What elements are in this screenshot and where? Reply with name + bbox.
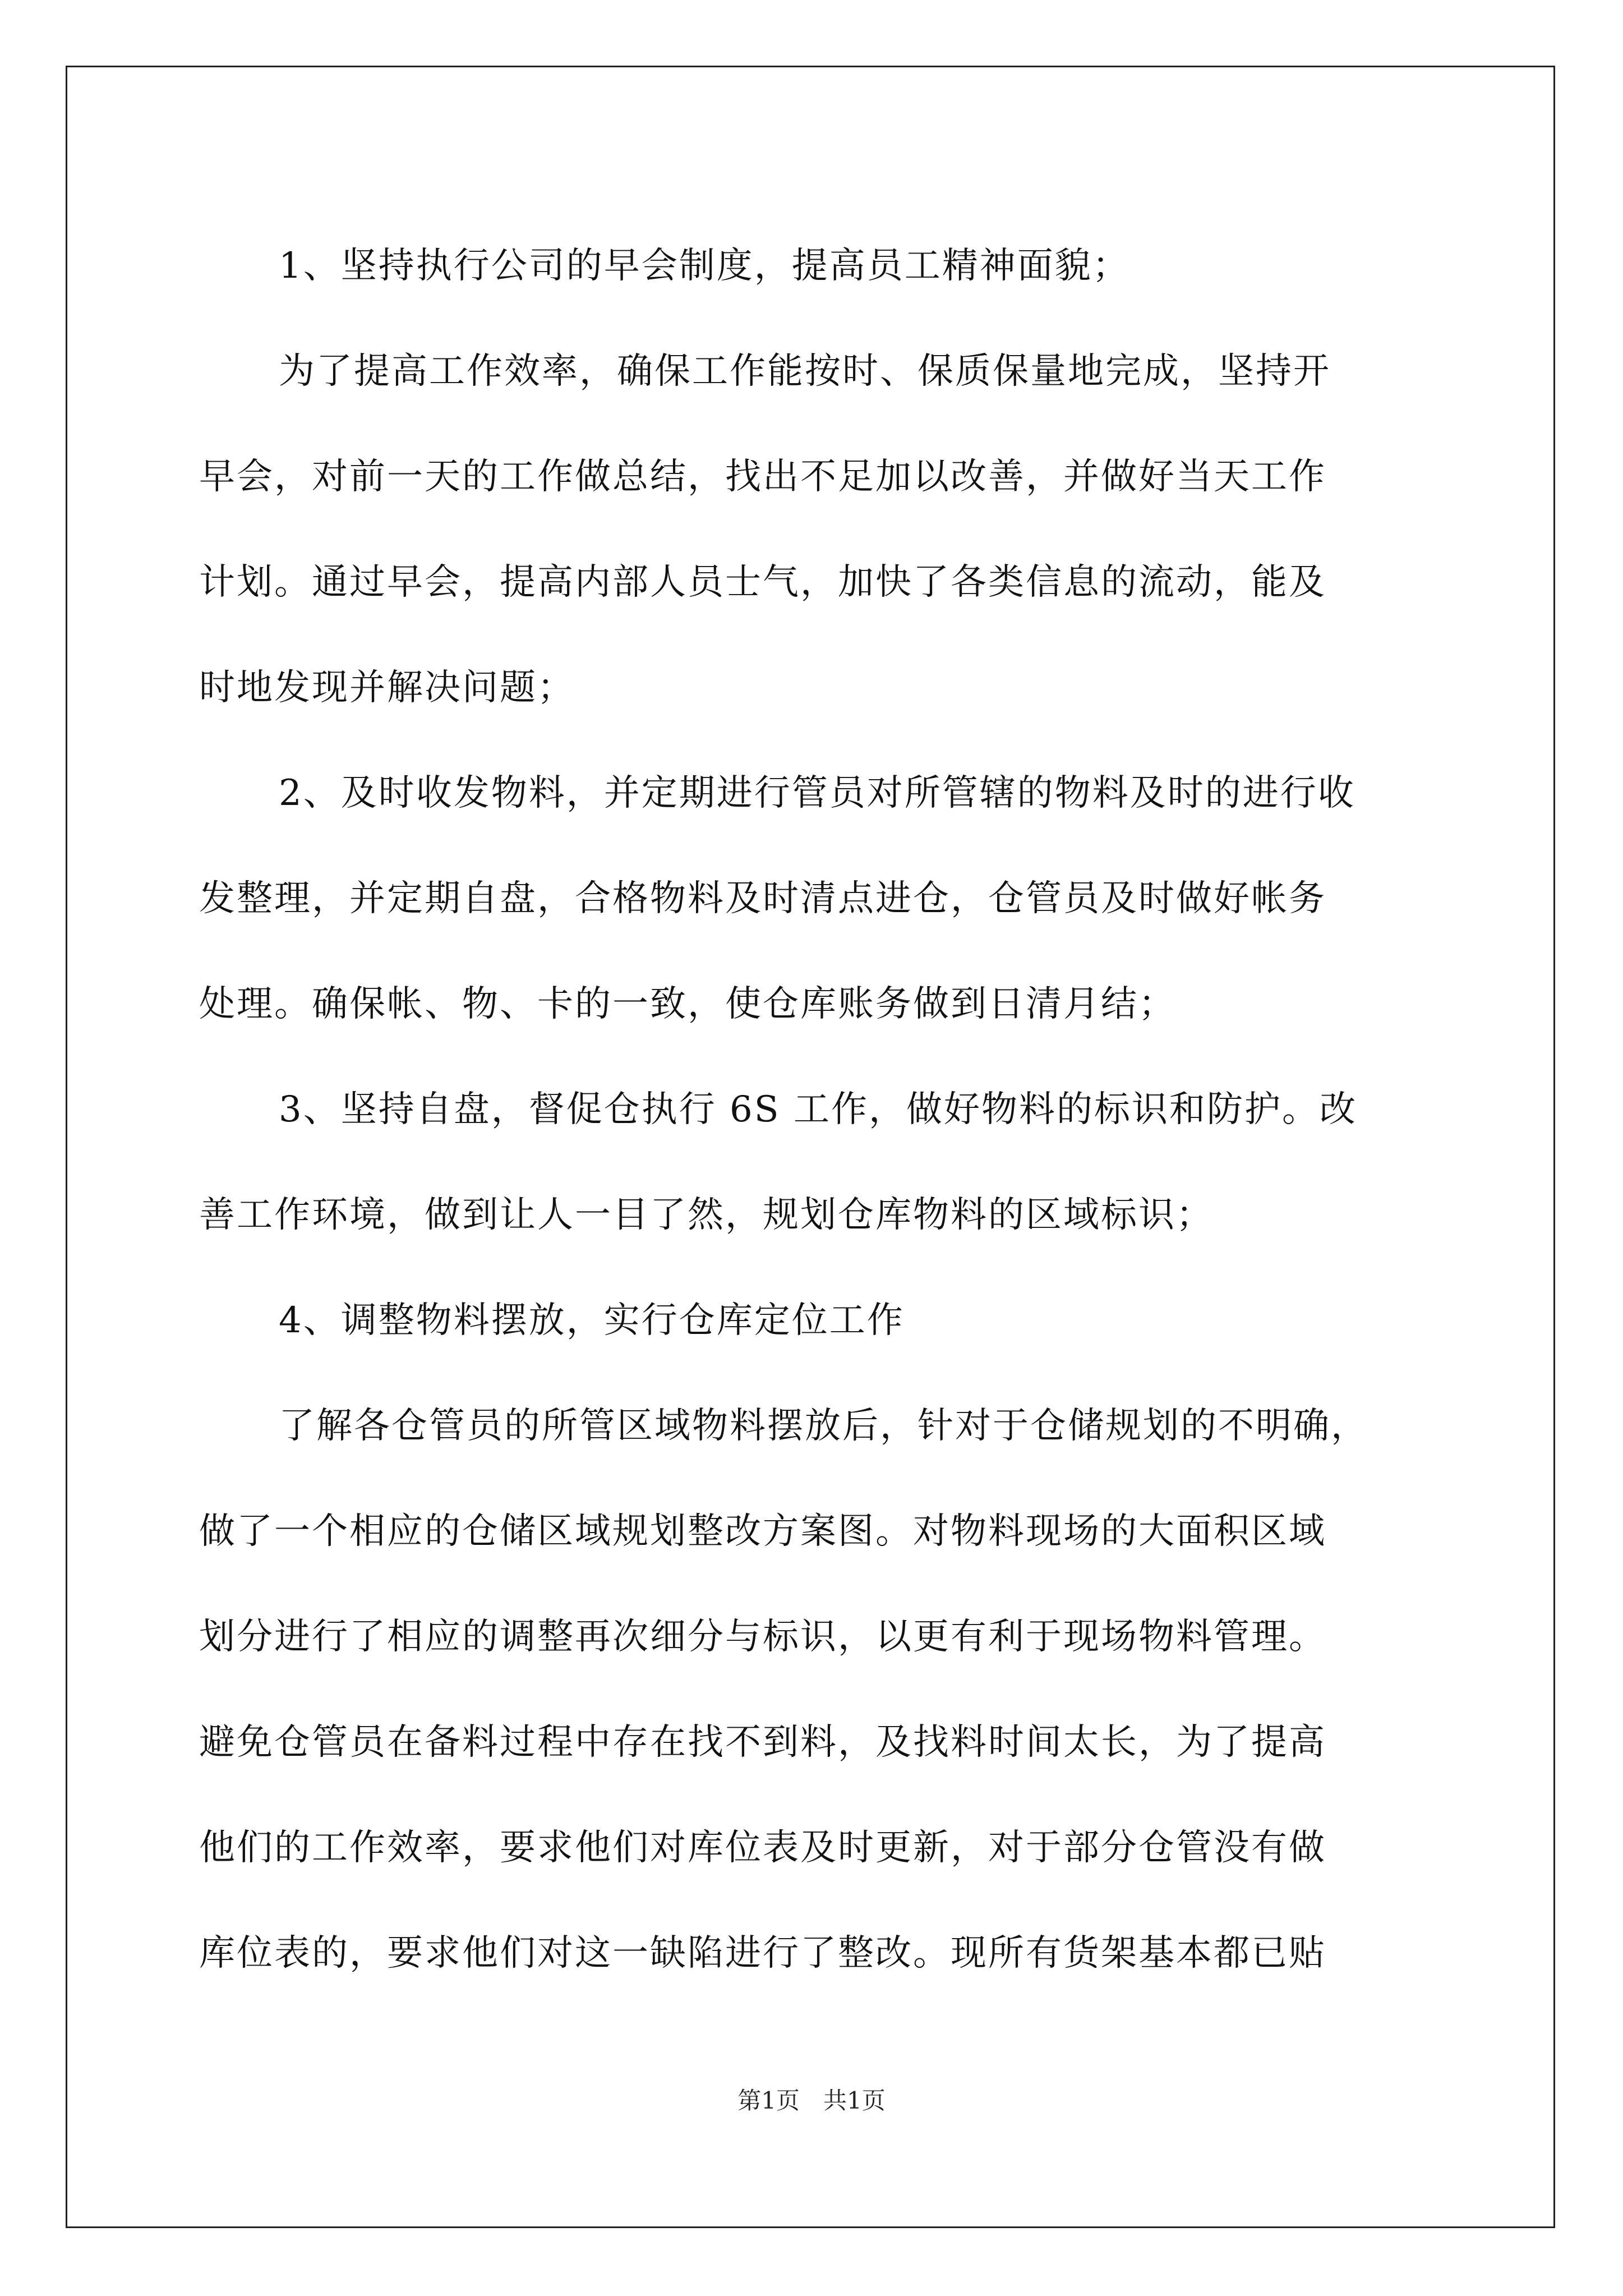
text-line: 划分进行了相应的调整再次细分与标识，以更有利于现场物料管理。 [199, 1616, 1326, 1658]
page-footer: 第1页 共1页 [737, 2087, 886, 2114]
text-line: 早会，对前一天的工作做总结，找出不足加以改善，并做好当天工作 [199, 456, 1326, 498]
text-line: 善工作环境，做到让人一目了然，规划仓库物料的区域标识； [199, 1194, 1214, 1236]
text-line: 做了一个相应的仓储区域规划整改方案图。对物料现场的大面积区域 [199, 1511, 1326, 1552]
text-line: 库位表的，要求他们对这一缺陷进行了整改。现所有货架基本都已贴 [199, 1932, 1326, 1974]
text-line: 时地发现并解决问题； [199, 667, 575, 708]
document-body [199, 213, 1433, 2006]
text-line: 发整理，并定期自盘，合格物料及时清点进仓，仓管员及时做好帐务 [199, 878, 1326, 919]
text-line: 了解各仓管员的所管区域物料摆放后，针对于仓储规划的不明确， [279, 1405, 1368, 1447]
text-line: 3、坚持自盘，督促仓执行 6S 工作，做好物料的标识和防护。改 [279, 1089, 1357, 1130]
text-line: 4、调整物料摆放，实行仓库定位工作 [279, 1300, 905, 1341]
text-line: 他们的工作效率，要求他们对库位表及时更新，对于部分仓管没有做 [199, 1827, 1326, 1869]
text-line: 避免仓管员在备料过程中存在找不到料，及找料时间太长，为了提高 [199, 1722, 1326, 1763]
text-line: 2、及时收发物料，并定期进行管员对所管辖的物料及时的进行收 [279, 772, 1355, 814]
text-line: 处理。确保帐、物、卡的一致，使仓库账务做到日清月结； [199, 983, 1176, 1025]
text-line: 为了提高工作效率，确保工作能按时、保质保量地完成，坚持开 [279, 351, 1331, 392]
text-line: 计划。通过早会，提高内部人员士气，加快了各类信息的流动，能及 [199, 562, 1326, 603]
text-line: 1、坚持执行公司的早会制度，提高员工精神面貌； [279, 245, 1130, 287]
